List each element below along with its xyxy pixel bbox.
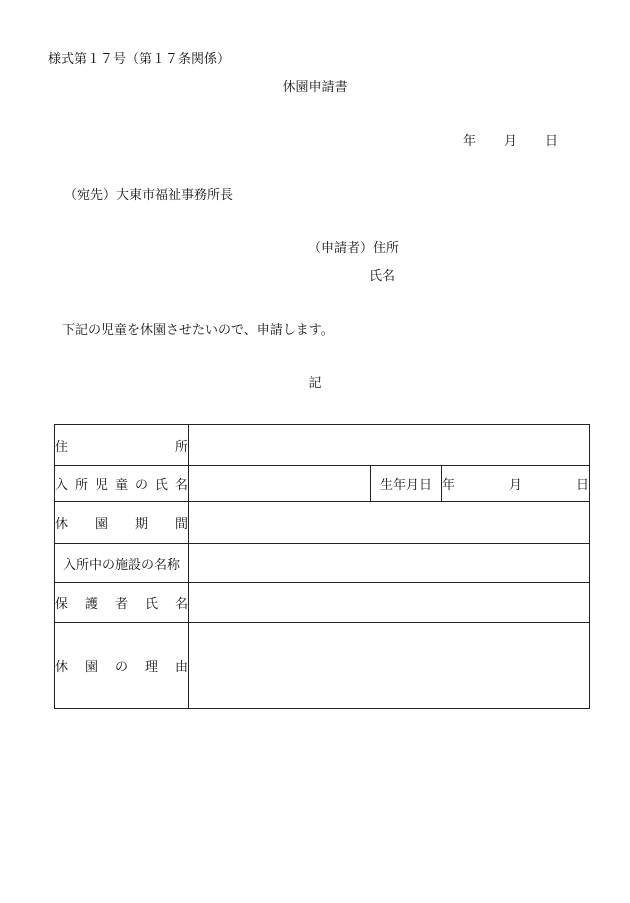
birth-date-value[interactable]: 年 月 日 [442, 466, 590, 502]
guardian-value[interactable] [189, 583, 590, 623]
address-label: 住 所 [55, 425, 189, 466]
row-facility [55, 544, 590, 583]
row-period [55, 502, 590, 544]
ki-heading: 記 [308, 376, 322, 391]
row-child-name [55, 466, 590, 502]
row-address [55, 425, 590, 466]
reason-value[interactable] [189, 623, 590, 709]
address-value[interactable] [189, 425, 590, 466]
facility-value[interactable] [189, 544, 590, 583]
reason-label: 休 園 の 理 由 [55, 623, 189, 709]
row-guardian [55, 583, 590, 623]
intro-text: 下記の児童を休園させたいので、申請します。 [62, 323, 334, 338]
form-number: 様式第１７号（第１７条関係） [48, 52, 231, 67]
addressee: （宛先）大東市福祉事務所長 [64, 188, 234, 203]
date-year-label: 年 [463, 134, 477, 149]
date-line [463, 134, 558, 150]
period-label: 休 園 期 間 [55, 502, 189, 544]
application-table [54, 424, 590, 709]
date-day-label: 日 [545, 134, 559, 149]
child-name-label: 入 所 児 童 の 氏 名 [55, 466, 189, 502]
child-name-value[interactable] [189, 466, 371, 502]
period-value[interactable] [189, 502, 590, 544]
facility-label: 入所中の施設の名称 [55, 544, 189, 583]
applicant-address-label: （申請者）住所 [308, 241, 400, 256]
date-month-label: 月 [504, 134, 518, 149]
document-title: 休園申請書 [282, 80, 348, 95]
applicant-name-label: 氏名 [369, 269, 396, 284]
guardian-label: 保 護 者 氏 名 [55, 583, 189, 623]
row-reason [55, 623, 590, 709]
birth-date-label: 生年月日 [371, 466, 442, 502]
